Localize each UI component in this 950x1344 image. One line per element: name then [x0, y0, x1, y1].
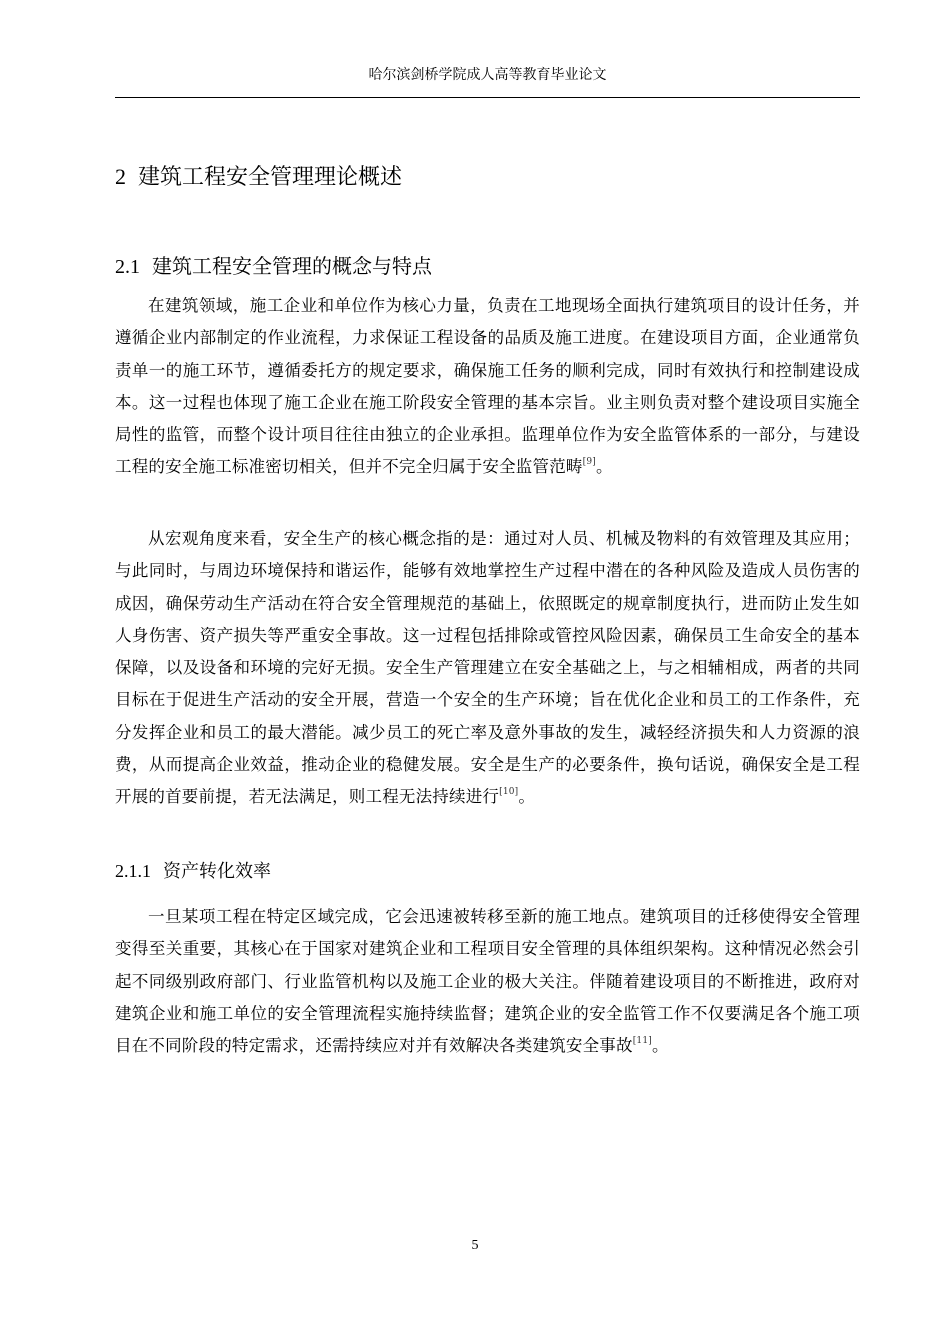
page-number: 5 — [471, 1238, 479, 1253]
body-paragraph — [115, 523, 860, 814]
chapter-number: 2 — [115, 164, 126, 189]
subsection-heading — [115, 858, 271, 885]
citation-ref: [11] — [632, 1036, 652, 1047]
paragraph-end: 。 — [595, 457, 613, 477]
paragraph-end: 。 — [651, 1036, 669, 1056]
body-paragraph — [115, 901, 860, 1062]
subsection-number: 2.1.1 — [115, 861, 151, 881]
chapter-heading — [115, 162, 402, 193]
running-header: 哈尔滨剑桥学院成人高等教育毕业论文 — [368, 67, 607, 83]
paragraph-text: 一旦某项工程在特定区域完成，它会迅速被转移至新的施工地点。建筑项目的迁移使得安全管理变得至关重要，其核心在于国家对建筑企业和工程项目安全管理的具体组织架构。这种情况必然会引起不同级别政府部门、行业监管机构以及施工企业的极大关注。伴随着建设项目的不断推进，政府对建筑企业和施工单位的安全管理流程实施持续监督；建筑企业的安全监管工作不仅要满足各个施工项目在不同阶段的特定需求，还需持续应对并有效解决各类建筑安全事故 — [115, 907, 860, 1056]
paragraph-text: 从宏观角度来看，安全生产的核心概念指的是：通过对人员、机械及物料的有效管理及其应用；与此同时，与周边环境保持和谐运作，能够有效地掌控生产过程中潜在的各种风险及造成人员伤害的成因，确保劳动生产活动在符合安全管理规范的基础上，依照既定的规章制度执行，进而防止发生如人身伤害、资产损失等严重安全事故。这一过程包括排除或管控风险因素，确保员工生命安全的基本保障，以及设备和环境的完好无损。安全生产管理建立在安全基础之上，与之相辅相成，两者的共同目标在于促进生产活动的安全开展，营造一个安全的生产环境；旨在优化企业和员工的工作条件，充分发挥企业和员工的最大潜能。减少员工的死亡率及意外事故的发生，减轻经济损失和人力资源的浪费，从而提高企业效益，推动企业的稳健发展。安全是生产的必要条件，换句话说，确保安全是工程开展的首要前提，若无法满足，则工程无法持续进行 — [115, 529, 860, 807]
paragraph-text: 在建筑领域，施工企业和单位作为核心力量，负责在工地现场全面执行建筑项目的设计任务，并遵循企业内部制定的作业流程，力求保证工程设备的品质及施工进度。在建设项目方面，企业通常负责单一的施工环节，遵循委托方的规定要求，确保施工任务的顺利完成，同时有效执行和控制建设成本。这一过程也体现了施工企业在施工阶段安全管理的基本宗旨。业主则负责对整个建设项目实施全局性的监管，而整个设计项目往往由独立的企业承担。监理单位作为安全监管体系的一部分，与建设工程的安全施工标准密切相关，但并不完全归属于安全监管范畴 — [115, 296, 860, 477]
chapter-title: 建筑工程安全管理理论概述 — [138, 165, 403, 190]
paragraph-end: 。 — [518, 787, 536, 807]
citation-ref: [10] — [499, 787, 519, 798]
header-divider — [115, 97, 860, 98]
section-title: 建筑工程安全管理的概念与特点 — [152, 254, 432, 278]
section-heading — [115, 252, 432, 281]
subsection-title: 资产转化效率 — [163, 861, 271, 882]
body-paragraph — [115, 290, 860, 484]
citation-ref: [9] — [582, 457, 596, 468]
section-number: 2.1 — [115, 256, 140, 278]
